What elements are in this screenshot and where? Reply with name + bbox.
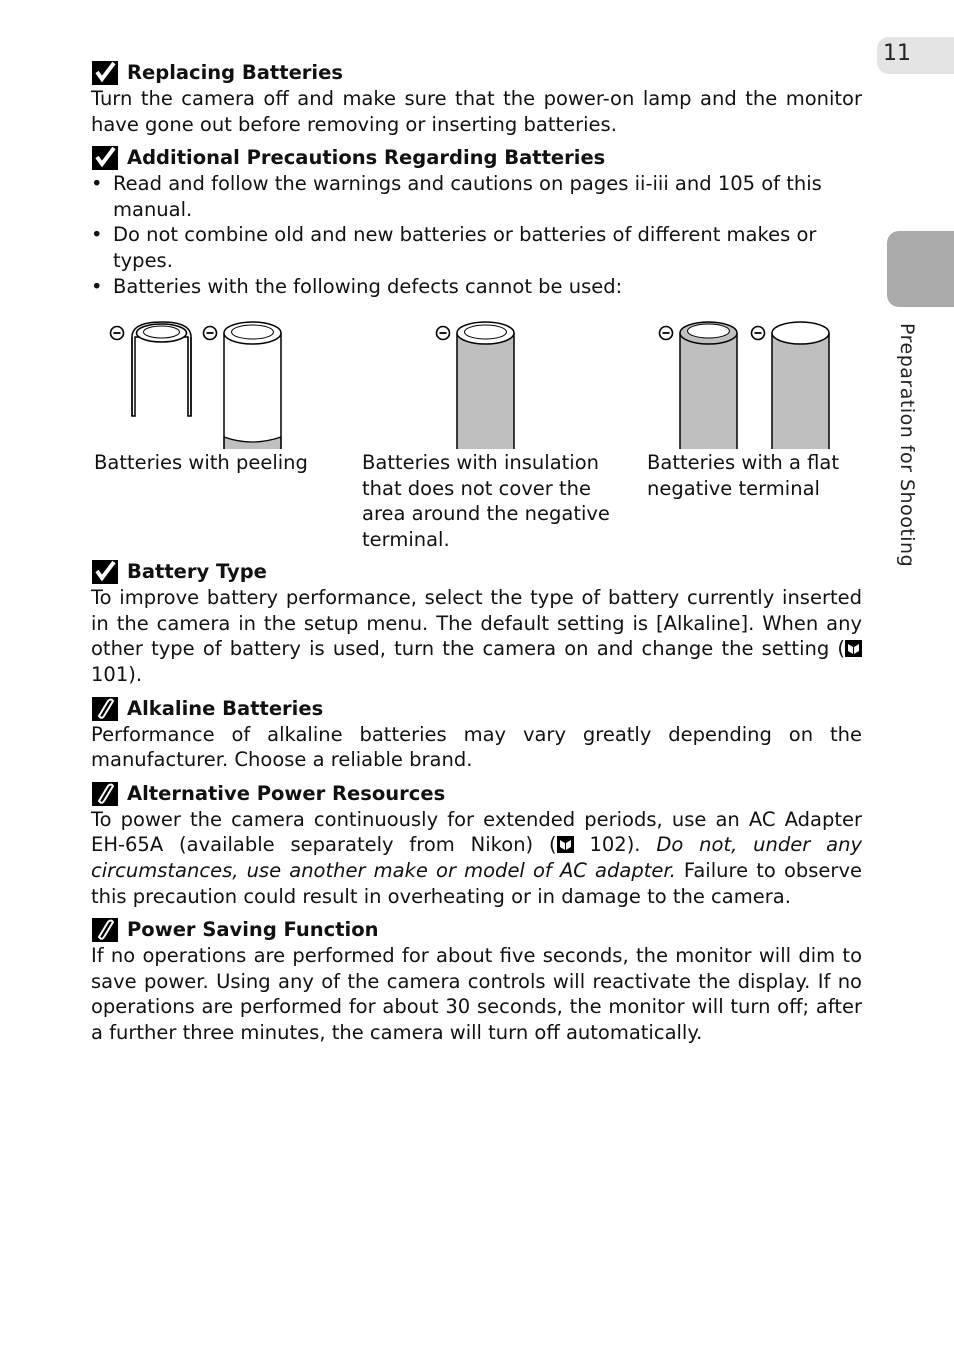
section-heading bbox=[91, 696, 862, 722]
page-content bbox=[91, 60, 862, 1053]
note-pencil-icon bbox=[91, 781, 119, 807]
warning-emphasis: Do not, under any circumstances, use another make or model of AC adapter. bbox=[91, 833, 862, 882]
section-power-saving bbox=[91, 917, 862, 1045]
list-item: • Batteries with the following defects cannot be used: bbox=[91, 274, 862, 300]
section-heading bbox=[91, 559, 862, 585]
page-reference[interactable]: 101 bbox=[91, 662, 129, 686]
battery-peeling-a bbox=[111, 322, 192, 449]
section-title: Power Saving Function bbox=[127, 918, 379, 942]
section-additional-precautions bbox=[91, 145, 862, 299]
section-title: Replacing Batteries bbox=[127, 61, 343, 84]
battery-flat-a bbox=[660, 322, 738, 449]
precautions-list bbox=[91, 171, 862, 299]
note-pencil-icon bbox=[91, 917, 119, 943]
section-body: To improve battery performance, select the type of battery currently inserted in the camera in the setup menu. The default setting is [Alkaline]. When any other type of battery is used, turn the camera on and change the setting ( 101). bbox=[91, 586, 862, 686]
battery-flat-b bbox=[752, 322, 830, 449]
section-tab-label: Preparation for Shooting bbox=[896, 323, 918, 568]
section-heading bbox=[91, 917, 862, 943]
section-title: Battery Type bbox=[127, 560, 267, 584]
section-tab bbox=[887, 231, 954, 307]
page-number: 11 bbox=[883, 41, 911, 66]
caption-peeling: Batteries with peeling bbox=[94, 451, 308, 475]
section-alkaline-batteries bbox=[91, 696, 862, 773]
note-pencil-icon bbox=[91, 696, 119, 722]
list-item: • Read and follow the warnings and cautions on pages ii-iii and 105 of this manual. bbox=[91, 171, 862, 222]
page-reference-icon bbox=[557, 836, 574, 853]
battery-defects-figure bbox=[91, 319, 862, 559]
caution-check-icon bbox=[91, 60, 119, 86]
section-body: Performance of alkaline batteries may vary greatly depending on the manufacturer. Choose a reliable brand. bbox=[91, 722, 862, 772]
section-body: Turn the camera off and make sure that the power-on lamp and the monitor have gone out before removing or inserting batteries. bbox=[91, 87, 862, 136]
section-body: If no operations are performed for about five seconds, the monitor will dim to save power. Using any of the camera controls will reactivate the display. If no operations are performed for about 30 seconds, the monitor will turn off; after a further three minutes, the camera will turn off automatically. bbox=[91, 944, 862, 1044]
caution-check-icon bbox=[91, 559, 119, 585]
section-replacing-batteries bbox=[91, 60, 862, 137]
battery-insulation bbox=[437, 322, 515, 449]
section-heading bbox=[91, 145, 862, 171]
section-heading bbox=[91, 60, 862, 86]
section-battery-type bbox=[91, 559, 862, 687]
list-item: • Do not combine old and new batteries or batteries of different makes or types. bbox=[91, 222, 862, 273]
section-title: Alternative Power Resources bbox=[127, 781, 446, 805]
section-alternative-power bbox=[91, 781, 862, 909]
battery-illustrations bbox=[91, 319, 862, 449]
battery-peeling-b bbox=[204, 322, 282, 449]
section-title: Additional Precautions Regarding Batteries bbox=[127, 146, 606, 170]
caution-check-icon bbox=[91, 145, 119, 171]
section-title: Alkaline Batteries bbox=[127, 696, 324, 720]
caption-insulation: Batteries with insulation that does not cover the area around the negative terminal. bbox=[362, 451, 610, 551]
section-heading bbox=[91, 781, 862, 807]
page-reference[interactable]: 102 bbox=[573, 833, 627, 857]
page-reference-icon bbox=[845, 640, 862, 657]
caption-flat-terminal: Batteries with a flat negative terminal bbox=[647, 451, 840, 500]
section-body: To power the camera continuously for extended periods, use an AC Adapter EH-65A (available separately from Nikon) ( 102). Do not, under any circumstances, use another make or model of AC adapter. Failure to observe this precaution could result in overheating or in damage to the camera. bbox=[91, 807, 862, 908]
